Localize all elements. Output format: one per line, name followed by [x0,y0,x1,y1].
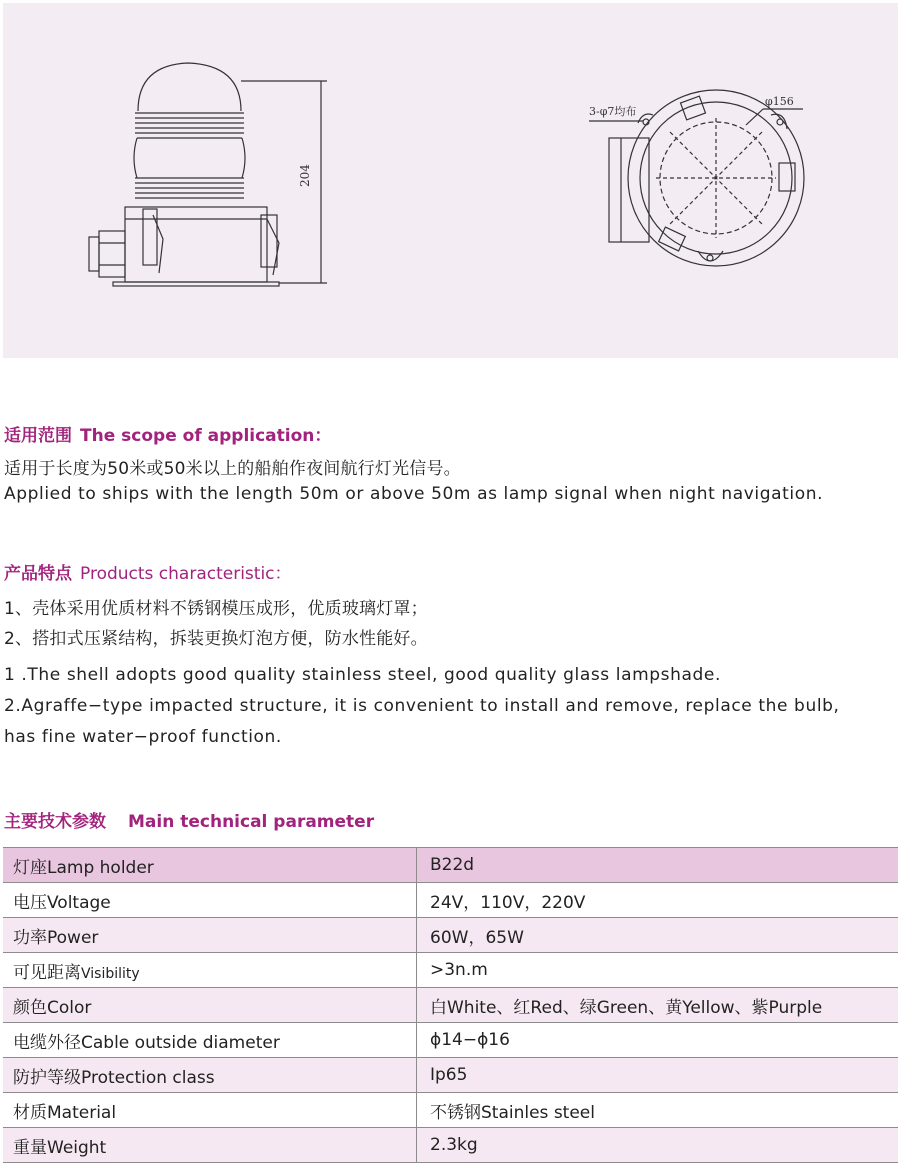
table-row [3,918,898,953]
param-label: 防护等级Protection class [3,1058,417,1093]
param-value: >3n.m [417,953,899,988]
param-value: B22d [417,848,899,883]
table-row [3,1058,898,1093]
lamp-side-view [89,63,327,286]
params-heading-en: Main technical parameter [128,812,375,832]
feature-item-cn: 1、壳体采用优质材料不锈钢模压成形，优质玻璃灯罩； [4,599,428,619]
param-label: 灯座Lamp holder [3,848,417,883]
scope-heading-cn: 适用范围 [4,426,72,446]
scope-text-en: Applied to ships with the length 50m or above 50m as lamp signal when night navigation. [4,484,824,504]
features-heading-cn: 产品特点 [4,564,72,584]
table-row [3,1093,898,1128]
scope-heading [4,421,331,446]
features-heading [4,559,292,584]
feature-item-cn: 2、搭扣式压紧结构，拆装更换灯泡方便，防水性能好。 [4,629,428,649]
param-value: Ip65 [417,1058,899,1093]
scope-text-cn: 适用于长度为50米或50米以上的船舶作夜间航行灯光信号。 [4,459,461,479]
param-label: 材质Material [3,1093,417,1128]
param-label: 颜色Color [3,988,417,1023]
diameter-label: φ156 [765,95,794,108]
param-value: 2.3kg [417,1128,899,1163]
features-heading-en: Products characteristic： [80,564,292,584]
table-row [3,1023,898,1058]
table-row [3,1128,898,1163]
parameter-table [3,847,898,1163]
param-value: 24V，110V，220V [417,883,899,918]
param-label: 重量Weight [3,1128,417,1163]
param-label: 电缆外径Cable outside diameter [3,1023,417,1058]
table-row [3,988,898,1023]
param-value: ϕ14−ϕ16 [417,1023,899,1058]
technical-drawing [3,3,898,358]
table-row [3,883,898,918]
param-value: 不锈钢Stainles steel [417,1093,899,1128]
height-dimension-label: 204 [298,164,312,187]
holes-label: 3-φ7均布 [589,105,637,118]
params-heading [4,807,374,832]
param-label: 可见距离Visibility [3,953,417,988]
param-label: 电压Voltage [3,883,417,918]
feature-item-en: 2.Agraffe−type impacted structure, it is convenient to install and remove, replace the bulb, [4,696,840,716]
params-heading-cn: 主要技术参数 [4,812,106,832]
scope-heading-en: The scope of application： [80,426,332,446]
feature-item-en: 1 .The shell adopts good quality stainless steel, good quality glass lampshade. [4,665,721,685]
param-label: 功率Power [3,918,417,953]
feature-item-en: has fine water−proof function. [4,727,282,747]
param-value: 白White、红Red、绿Green、黄Yellow、紫Purple [417,988,899,1023]
table-row [3,848,898,883]
technical-drawing-panel [3,3,898,358]
table-row [3,953,898,988]
param-value: 60W，65W [417,918,899,953]
